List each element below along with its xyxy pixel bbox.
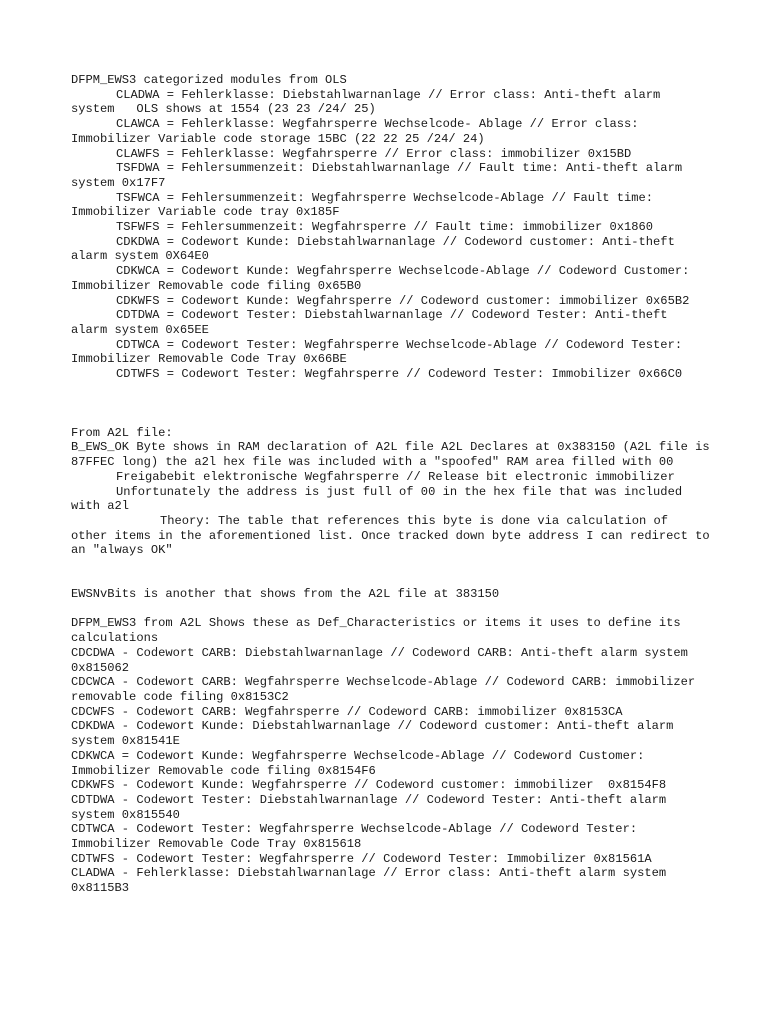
list-item: CDTDWA - Codewort Tester: Diebstahlwarnanlage // Codeword Tester: Anti-theft alarm system 0x815540: [71, 792, 674, 822]
list-item: CDTWCA = Codewort Tester: Wegfahrsperre Wechselcode-Ablage // Codeword Tester: Immobilizer Removable Code Tray 0x66BE: [71, 337, 690, 367]
section-ewsnvbits: [71, 587, 711, 602]
list-item: CDKWFS - Codewort Kunde: Wegfahrsperre // Codeword customer: immobilizer 0x8154F8: [71, 778, 667, 793]
paragraph: Theory: The table that references this byte is done via calculation of other items in the aforementioned list. Once tracked down byte address I can redirect to an "always OK": [71, 513, 717, 558]
paragraph: Unfortunately the address is just full of 00 in the hex file that was included with a2l: [71, 484, 690, 514]
list-item: CLAWFS = Fehlerklasse: Wegfahrsperre // Error class: immobilizer 0x15BD: [116, 146, 632, 161]
document-page: [71, 73, 717, 896]
list-item: CLAWCA = Fehlerklasse: Wegfahrsperre Wechselcode- Ablage // Error class: Immobilizer Variable code storage 15BC (22 22 25 /24/ 24): [71, 117, 646, 146]
paragraph: B_EWS_OK Byte shows in RAM declaration of A2L file A2L Declares at 0x383150 (A2L file is 87FFEC long) the a2l hex file was included with a "spoofed" RAM area filled with 00: [71, 440, 717, 470]
list-item: CDCWCA - Codewort CARB: Wegfahrsperre Wechselcode-Ablage // Codeword CARB: immobilizer removable code filing 0x8153C2: [71, 675, 703, 704]
list-item: CLADWA - Fehlerklasse: Diebstahlwarnanlage // Error class: Anti-theft alarm system 0x8115B3: [71, 866, 674, 896]
list-item: CDKDWA = Codewort Kunde: Diebstahlwarnanlage // Codeword customer: Anti-theft alarm system 0X64E0: [71, 234, 683, 264]
section-heading: DFPM_EWS3 from A2L Shows these as Def_Characteristics or items it uses to define its calculations: [71, 616, 688, 646]
section-a2l-characteristics: [71, 616, 711, 895]
paragraph: EWSNvBits is another that shows from the A2L file at 383150: [71, 587, 500, 602]
section-a2l-file: [71, 425, 717, 558]
list-item: TSFWFS = Fehlersummenzeit: Wegfahrsperre // Fault time: immobilizer 0x1860: [116, 220, 654, 235]
list-item: CDKWCA = Codewort Kunde: Wegfahrsperre Wechselcode-Ablage // Codeword Customer: Immobilizer Removable code filing 0x8154F6: [71, 748, 652, 778]
list-item: CDTWCA - Codewort Tester: Wegfahrsperre Wechselcode-Ablage // Codeword Tester: Immobilizer Removable Code Tray 0x815618: [71, 822, 645, 852]
list-item: CDKWCA = Codewort Kunde: Wegfahrsperre Wechselcode-Ablage // Codeword Customer: Immobilizer Removable code filing 0x65B0: [71, 264, 697, 293]
paragraph: Freigabebit elektronische Wegfahrsperre // Release bit electronic immobilizer: [116, 469, 675, 484]
list-item: TSFWCA = Fehlersummenzeit: Wegfahrsperre Wechselcode-Ablage // Fault time: Immobilizer Variable code tray 0x185F: [71, 190, 661, 220]
list-item: CDTDWA = Codewort Tester: Diebstahlwarnanlage // Codeword Tester: Anti-theft alarm system 0x65EE: [71, 308, 675, 337]
section-heading: DFPM_EWS3 categorized modules from OLS: [71, 73, 347, 87]
list-item: CDKDWA - Codewort Kunde: Diebstahlwarnanlage // Codeword customer: Anti-theft alarm system 0x81541E: [71, 719, 681, 749]
list-item: CDKWFS = Codewort Kunde: Wegfahrsperre // Codeword customer: immobilizer 0x65B2: [116, 293, 690, 308]
section-heading: From A2L file:: [71, 425, 173, 440]
list-item: CDCDWA - Codewort CARB: Diebstahlwarnanlage // Codeword CARB: Anti-theft alarm system 0x815062: [71, 645, 696, 675]
list-item: TSFDWA = Fehlersummenzeit: Diebstahlwarnanlage // Fault time: Anti-theft alarm system 0x17F7: [71, 161, 690, 190]
list-item: CLADWA = Fehlerklasse: Diebstahlwarnanlage // Error class: Anti-theft alarm system OLS shows at 1554 (23 23 /24/ 25): [71, 87, 668, 117]
list-item: CDTWFS - Codewort Tester: Wegfahrsperre // Codeword Tester: Immobilizer 0x81561A: [71, 851, 652, 866]
section-ols-modules: [71, 73, 711, 382]
list-item: CDCWFS - Codewort CARB: Wegfahrsperre // Codeword CARB: immobilizer 0x8153CA: [71, 704, 623, 719]
list-item: CDTWFS = Codewort Tester: Wegfahrsperre // Codeword Tester: Immobilizer 0x66C0: [116, 367, 683, 382]
